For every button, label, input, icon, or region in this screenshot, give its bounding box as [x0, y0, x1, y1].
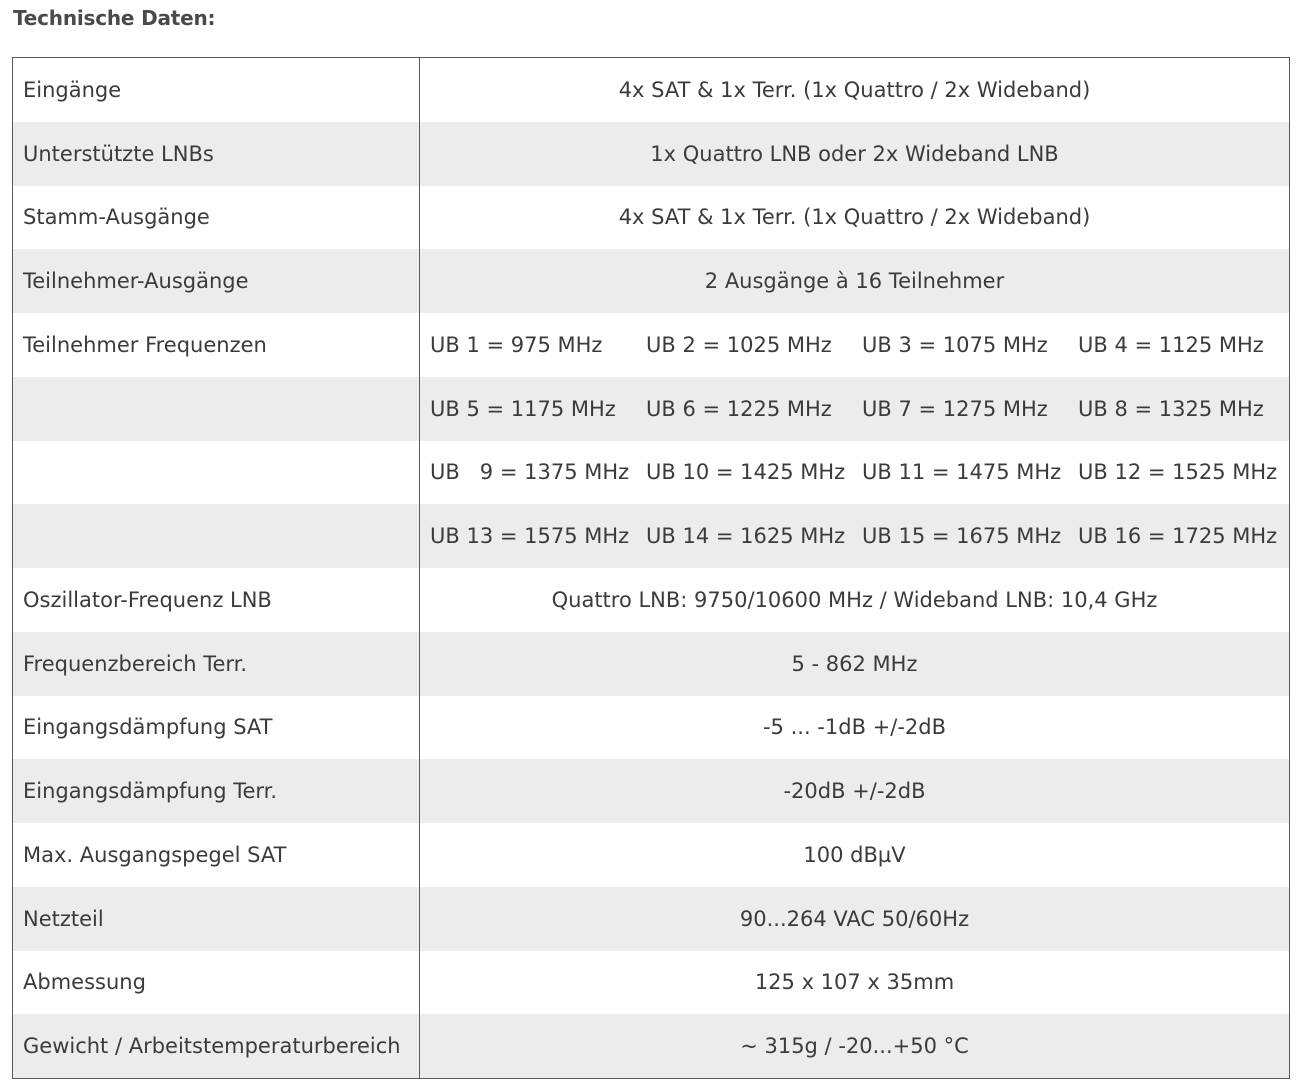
table-row: [13, 186, 1289, 250]
table-row: [13, 58, 1289, 122]
frequency-item: UB 1 = 975 MHz: [430, 332, 603, 357]
frequency-row: [13, 313, 1289, 377]
row-label: Abmessung: [13, 951, 420, 1015]
row-label: Max. Ausgangspegel SAT: [13, 823, 420, 887]
frequency-item: UB 8 = 1325 MHz: [1078, 396, 1264, 421]
row-label: Stamm-Ausgänge: [13, 186, 420, 250]
frequency-item: UB 12 = 1525 MHz: [1078, 460, 1278, 485]
row-value: 1x Quattro LNB oder 2x Wideband LNB: [650, 141, 1059, 166]
row-label: Eingangsdämpfung Terr.: [13, 759, 420, 823]
frequency-item: UB 3 = 1075 MHz: [862, 332, 1048, 357]
specifications-table: [12, 57, 1290, 1079]
row-value: -5 ... -1dB +/-2dB: [762, 715, 946, 740]
frequency-item: UB 2 = 1025 MHz: [646, 332, 832, 357]
table-row: [13, 568, 1289, 632]
row-label: Frequenzbereich Terr.: [13, 632, 420, 696]
row-label-empty: [13, 504, 420, 568]
frequency-row: [13, 441, 1289, 505]
frequency-item: UB 15 = 1675 MHz: [862, 524, 1062, 549]
frequency-item: UB 14 = 1625 MHz: [646, 524, 846, 549]
row-value: 4x SAT & 1x Terr. (1x Quattro / 2x Wideband): [618, 77, 1091, 102]
row-label: Eingänge: [13, 58, 420, 122]
row-label: Teilnehmer Frequenzen: [13, 313, 420, 377]
table-row: [13, 887, 1289, 951]
frequency-row: [13, 377, 1289, 441]
row-label: Oszillator-Frequenz LNB: [13, 568, 420, 632]
frequency-item: UB 4 = 1125 MHz: [1078, 332, 1264, 357]
frequency-row: [13, 504, 1289, 568]
row-value: 90...264 VAC 50/60Hz: [739, 906, 970, 931]
frequency-item: UB 10 = 1425 MHz: [646, 460, 846, 485]
row-label: Gewicht / Arbeitstemperaturbereich: [13, 1014, 420, 1078]
row-value: 4x SAT & 1x Terr. (1x Quattro / 2x Wideband): [618, 205, 1091, 230]
frequency-item: UB 16 = 1725 MHz: [1078, 524, 1278, 549]
frequency-item: UB 13 = 1575 MHz: [430, 524, 630, 549]
row-value: -20dB +/-2dB: [783, 779, 926, 804]
frequency-line: [420, 377, 1289, 441]
row-label: Unterstützte LNBs: [13, 122, 420, 186]
table-row: [13, 696, 1289, 760]
frequency-item: UB 7 = 1275 MHz: [862, 396, 1048, 421]
frequency-item: UB 5 = 1175 MHz: [430, 396, 616, 421]
row-label-empty: [13, 377, 420, 441]
frequency-line: [420, 441, 1289, 505]
row-value: 125 x 107 x 35mm: [754, 970, 955, 995]
row-label-empty: [13, 441, 420, 505]
row-value: 2 Ausgänge à 16 Teilnehmer: [704, 269, 1005, 294]
frequency-line: [420, 504, 1289, 568]
row-label: Netzteil: [13, 887, 420, 951]
section-title: Technische Daten:: [13, 6, 216, 30]
table-row: [13, 122, 1289, 186]
frequency-item: UB 11 = 1475 MHz: [862, 460, 1062, 485]
row-value: Quattro LNB: 9750/10600 MHz / Wideband LNB: 10,4 GHz: [551, 587, 1158, 612]
table-row: [13, 249, 1289, 313]
frequency-line: [420, 313, 1289, 377]
table-row: [13, 1014, 1289, 1078]
table-row: [13, 632, 1289, 696]
table-row: [13, 951, 1289, 1015]
table-row: [13, 759, 1289, 823]
row-value: 100 dBµV: [803, 842, 906, 867]
table-row: [13, 823, 1289, 887]
row-value: 5 - 862 MHz: [791, 651, 918, 676]
frequency-item: UB 9 = 1375 MHz: [430, 460, 630, 485]
row-label: Teilnehmer-Ausgänge: [13, 249, 420, 313]
row-value: ~ 315g / -20...+50 °C: [740, 1034, 969, 1059]
frequency-item: UB 6 = 1225 MHz: [646, 396, 832, 421]
row-label: Eingangsdämpfung SAT: [13, 696, 420, 760]
